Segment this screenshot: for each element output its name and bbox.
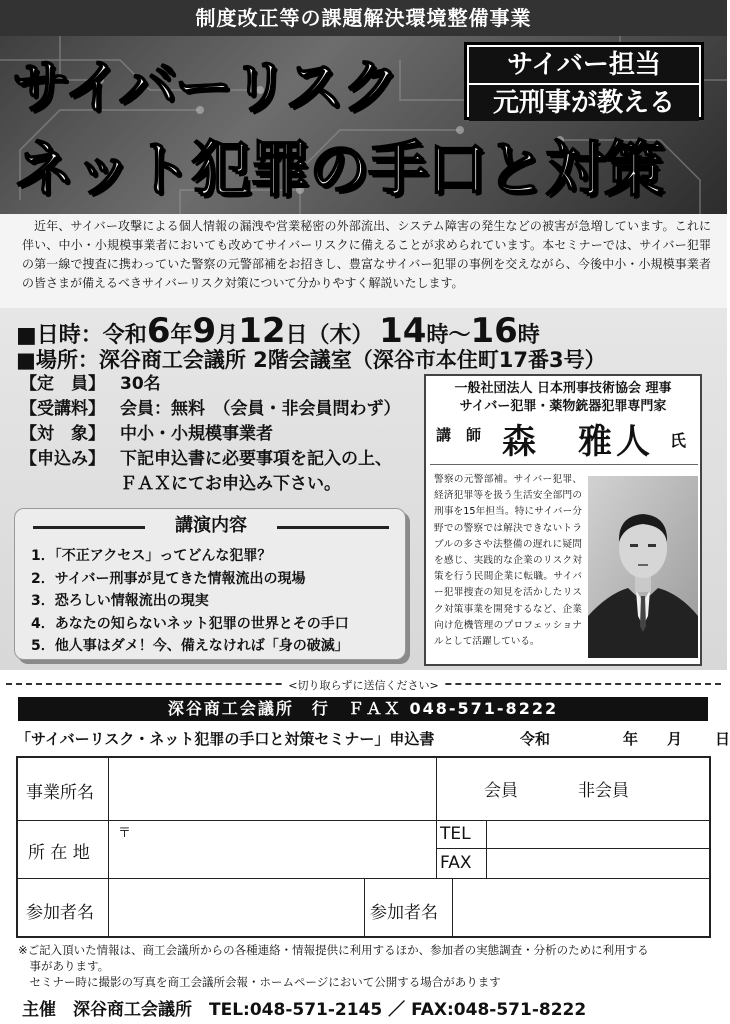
header-banner (0, 0, 727, 214)
divider (430, 464, 698, 465)
lecturer-specialty: サイバー犯罪・薬物銃器犯罪専門家 (459, 399, 667, 414)
form-date-year: 年 (622, 730, 638, 748)
notes (18, 942, 718, 990)
lecture-item: 5．他人事はダメ！今、備えなければ「身の破滅」 (31, 638, 349, 654)
note-line: ※ご記入頂いた情報は、商工会議所からの各種連絡・情報提供に利用するほか、参加者の実態調査・分析のために利用する (18, 943, 649, 957)
lecturer-suffix: 氏 (670, 431, 687, 450)
date-label: ■日時： (16, 323, 103, 348)
detail-key: 【対 象】 (20, 424, 105, 444)
badge-line-2: 元刑事が教える (469, 85, 699, 121)
cut-note-text: <切り取らずに送信ください> (282, 679, 444, 692)
speaker-badge (464, 42, 704, 120)
lecturer-org (426, 380, 700, 416)
lecture-list (31, 545, 349, 658)
detail-target (20, 422, 420, 447)
label-address: 所 在 地 (28, 843, 90, 863)
form-rule (108, 758, 109, 936)
lecturer-name: 森 雅人 (502, 422, 654, 462)
time-start-unit: 時～ (426, 323, 471, 348)
date-year: 6 (146, 311, 171, 351)
lecture-item: 1．「不正アクセス」ってどんな犯罪？ (31, 548, 272, 564)
application-form (16, 756, 711, 938)
lecturer-role: 講 師 (436, 426, 482, 444)
place-row (16, 344, 606, 374)
form-date-era: 令和 (520, 730, 551, 748)
date-day-unit: 日 (285, 323, 308, 348)
label-participant-1: 参加者名 (26, 903, 94, 923)
lecture-box (14, 508, 406, 660)
date-month-unit: 月 (216, 323, 239, 348)
lecture-item: 4．あなたの知らないネット犯罪の世界とその手口 (31, 615, 349, 632)
lecture-title-text: 講演内容 (175, 515, 247, 536)
lecturer-box (424, 374, 702, 666)
detail-value: 下記申込書に必要事項を記入の上、 (120, 449, 392, 469)
badge-line-1: サイバー担当 (469, 47, 699, 83)
lecturer-org-line: 一般社団法人 日本刑事技術協会 理事 (454, 381, 672, 396)
detail-fee (20, 397, 420, 422)
place-value: 深谷商工会議所 2階会議室（深谷市本住町17番3号） (98, 348, 606, 372)
cut-note (0, 674, 727, 693)
form-rule (364, 878, 365, 936)
form-heading: 「サイバーリスク・ネット犯罪の手口と対策セミナー」申込書 (16, 730, 435, 748)
details-list (20, 372, 420, 497)
form-date (520, 728, 730, 749)
lecturer-bio: 警察の元警部補。サイバー犯罪、経済犯罪等を扱う生活安全部門の刑事を15年担当。特にサイバー分野での警察では解決できないトラブルの多さや法整備の遅れに疑問を感じ、実践的な企業のリスク対策を行う民間企業に転職。サイバー犯罪捜査の知見を活かしたリスク対策事業を開発するなど、企業向け危機管理のプロフェッショナルとして活躍している。 (434, 474, 582, 648)
detail-value: 中小・小規模事業者 (120, 424, 273, 444)
detail-value: 30名 (120, 374, 161, 394)
program-name: 制度改正等の課題解決環境整備事業 (0, 0, 727, 36)
lecture-item: 3．恐ろしい情報流出の現実 (31, 593, 209, 609)
title-rule-left (33, 526, 145, 529)
label-non-member[interactable]: 非会員 (578, 781, 629, 801)
note-line: 事があります。 (18, 959, 110, 973)
postal-mark: 〒 (118, 826, 132, 841)
label-business-name: 事業所名 (26, 783, 94, 803)
title-line-1: サイバーリスク (12, 53, 398, 121)
place-label: ■場所： (16, 348, 99, 372)
form-rule (486, 820, 487, 878)
lecture-item: 2．サイバー刑事が見てきた情報流出の現場 (31, 570, 306, 587)
label-participant-2: 参加者名 (370, 903, 438, 923)
time-start: 14 (379, 311, 427, 351)
detail-capacity (20, 372, 420, 397)
detail-key: 【申込み】 (20, 449, 105, 469)
label-tel: TEL (440, 824, 471, 844)
detail-apply-cont: ＦＡＸにてお申込み下さい。 (120, 474, 341, 494)
date-day: 12 (238, 311, 286, 351)
title-rule-right (277, 526, 389, 529)
time-end-unit: 時 (517, 323, 540, 348)
title-line-2: ネット犯罪の手口と対策 (14, 135, 663, 205)
detail-value: 会員：無料 （会員・非会員問わず） (120, 399, 401, 419)
date-weekday: （木） (307, 323, 374, 348)
form-rule (436, 758, 437, 878)
organizer-footer: 主催 深谷商工会議所 TEL:048-571-2145 ／ FAX:048-571-8222 (22, 1000, 587, 1020)
date-month: 9 (192, 311, 217, 351)
note-line: セミナー時に撮影の写真を商工会議所会報・ホームページにおいて公開する場合があります (18, 975, 501, 989)
lecture-title (15, 515, 407, 537)
label-member[interactable]: 会員 (484, 781, 518, 801)
detail-key: 【定 員】 (20, 374, 105, 394)
form-rule (452, 878, 453, 936)
fax-destination: 深谷商工会議所 行 ＦＡＸ 048-571-8222 (18, 697, 708, 721)
form-date-day: 日 (714, 730, 730, 748)
form-rule (18, 820, 709, 821)
form-rule (436, 848, 709, 849)
detail-key: 【受講料】 (20, 399, 105, 419)
business-name-field[interactable] (110, 760, 434, 818)
lecturer-photo (588, 476, 698, 658)
form-date-month: 月 (666, 730, 682, 748)
label-fax: FAX (440, 853, 472, 873)
detail-apply (20, 447, 420, 472)
time-end: 16 (470, 311, 518, 351)
date-era: 令和 (102, 323, 147, 348)
date-year-unit: 年 (170, 323, 193, 348)
intro-paragraph: 近年、サイバー攻撃による個人情報の漏洩や営業秘密の外部流出、システム障害の発生などの被害が急増しています。これに伴い、中小・小規模事業者においても改めてサイバーリスクに備えることが求められています。本セミナーでは、サイバー犯罪の第一線で捜査に携わっていた警察の元警部補をお招きし、豊富なサイバー犯罪の事例を交えながら、今後中小・小規模事業者の皆さまが備えるべきサイバーリスク対策について分かりやすく解説いたします。 (0, 214, 727, 308)
